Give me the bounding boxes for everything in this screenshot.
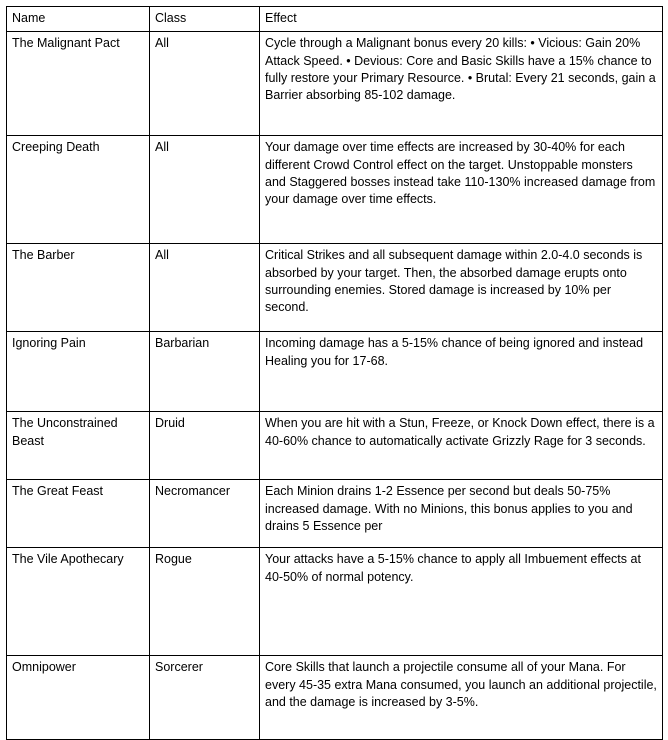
cell-item-class: Necromancer bbox=[150, 480, 260, 548]
column-header-effect: Effect bbox=[260, 7, 663, 32]
cell-item-class: Barbarian bbox=[150, 332, 260, 412]
table-header-row bbox=[7, 7, 663, 32]
table-row bbox=[7, 656, 663, 740]
cell-item-name: The Great Feast bbox=[7, 480, 150, 548]
table-row bbox=[7, 412, 663, 480]
unique-items-table bbox=[6, 6, 663, 740]
cell-item-effect: Your damage over time effects are increased by 30-40% for each different Crowd Control effect on the target. Unstoppable monsters and Staggered bosses instead take 110-130% increased damage from your damage over time effects. bbox=[260, 136, 663, 244]
cell-item-effect: Critical Strikes and all subsequent damage within 2.0-4.0 seconds is absorbed by your target. Then, the absorbed damage erupts onto surrounding enemies. Stored damage is increased by 10% per second. bbox=[260, 244, 663, 332]
cell-item-name: The Malignant Pact bbox=[7, 32, 150, 136]
table-header bbox=[7, 7, 663, 32]
cell-item-effect: Core Skills that launch a projectile consume all of your Mana. For every 45-35 extra Mana consumed, you launch an additional projectile, and the damage is increased by 3-5%. bbox=[260, 656, 663, 740]
table-row bbox=[7, 32, 663, 136]
cell-item-name: The Barber bbox=[7, 244, 150, 332]
column-header-name: Name bbox=[7, 7, 150, 32]
table-body bbox=[7, 32, 663, 740]
cell-item-effect: Cycle through a Malignant bonus every 20 kills: • Vicious: Gain 20% Attack Speed. • Devious: Core and Basic Skills have a 15% chance to fully restore your Primary Resource. • Brutal: Every 21 seconds, gain a Barrier absorbing 85-102 damage. bbox=[260, 32, 663, 136]
cell-item-class: Rogue bbox=[150, 548, 260, 656]
cell-item-effect: When you are hit with a Stun, Freeze, or Knock Down effect, there is a 40-60% chance to automatically activate Grizzly Rage for 3 seconds. bbox=[260, 412, 663, 480]
table-row bbox=[7, 548, 663, 656]
cell-item-name: The Unconstrained Beast bbox=[7, 412, 150, 480]
cell-item-class: All bbox=[150, 32, 260, 136]
table-row bbox=[7, 332, 663, 412]
cell-item-effect: Each Minion drains 1-2 Essence per second but deals 50-75% increased damage. With no Minions, this bonus applies to you and drains 5 Essence per bbox=[260, 480, 663, 548]
cell-item-name: The Vile Apothecary bbox=[7, 548, 150, 656]
table-row bbox=[7, 244, 663, 332]
cell-item-effect: Your attacks have a 5-15% chance to apply all Imbuement effects at 40-50% of normal potency. bbox=[260, 548, 663, 656]
column-header-class: Class bbox=[150, 7, 260, 32]
cell-item-effect: Incoming damage has a 5-15% chance of being ignored and instead Healing you for 17-68. bbox=[260, 332, 663, 412]
cell-item-name: Creeping Death bbox=[7, 136, 150, 244]
table-row bbox=[7, 136, 663, 244]
cell-item-class: Druid bbox=[150, 412, 260, 480]
cell-item-name: Ignoring Pain bbox=[7, 332, 150, 412]
cell-item-name: Omnipower bbox=[7, 656, 150, 740]
cell-item-class: All bbox=[150, 244, 260, 332]
cell-item-class: All bbox=[150, 136, 260, 244]
cell-item-class: Sorcerer bbox=[150, 656, 260, 740]
table-row bbox=[7, 480, 663, 548]
